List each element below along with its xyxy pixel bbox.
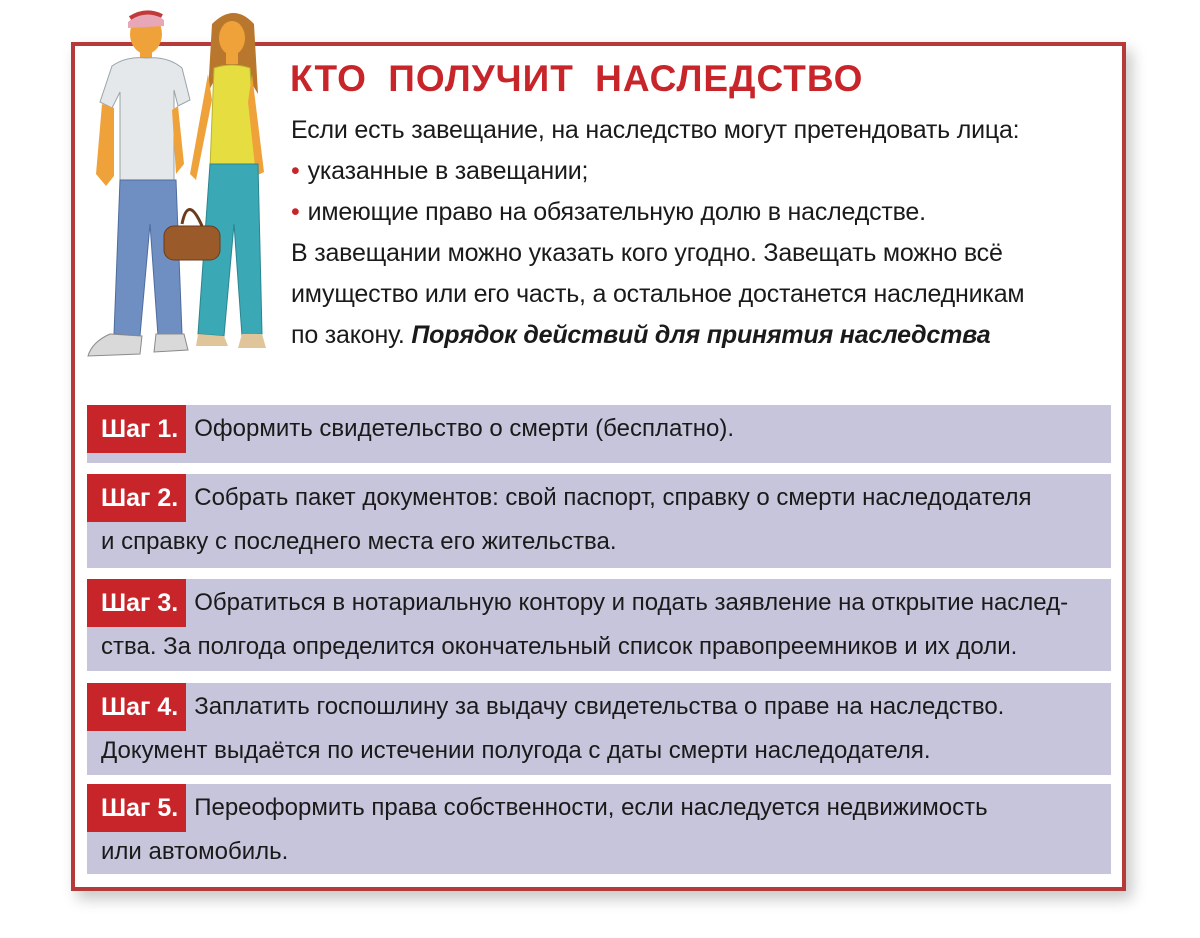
intro-line: по закону.: [291, 321, 405, 349]
intro-bullet-item: [291, 192, 926, 233]
bullet-text: имеющие право на обязательную долю в наследстве.: [307, 198, 926, 226]
step-text: Обратиться в нотариальную контору и подать заявление на открытие наслед-: [194, 589, 1069, 616]
bullet-text: указанные в завещании;: [307, 157, 589, 185]
step-label: Шаг 4.: [87, 683, 186, 731]
man-figure: [88, 12, 190, 356]
intro-line: В завещании можно указать кого угодно. Завещать можно всё: [291, 239, 1003, 267]
intro-line: имущество или его часть, а остальное достанется наследникам: [291, 280, 1025, 308]
young-couple-illustration: [78, 4, 268, 360]
step-label: Шаг 2.: [87, 474, 186, 522]
step-label: Шаг 1.: [87, 405, 186, 453]
step-text: Собрать пакет документов: свой паспорт, справку о смерти наследодателя: [194, 484, 1032, 511]
step-4: [87, 683, 1111, 775]
step-text: Переоформить права собственности, если наследуется недвижимость: [194, 794, 988, 821]
step-label: Шаг 3.: [87, 579, 186, 627]
step-text-continued: или автомобиль.: [101, 838, 289, 865]
page-title: КТО ПОЛУЧИТ НАСЛЕДСТВО: [290, 58, 864, 99]
step-text-continued: и справку с последнего места его жительства.: [101, 528, 617, 555]
step-3: [87, 579, 1111, 671]
order-heading: Порядок действий для принятия наследства: [411, 321, 991, 349]
step-2: [87, 474, 1111, 568]
step-5: [87, 784, 1111, 874]
step-text: Заплатить госпошлину за выдачу свидетельства о праве на наследство.: [194, 693, 1005, 720]
intro-text: [291, 110, 1111, 356]
bullet-icon: •: [291, 157, 300, 185]
intro-line: Если есть завещание, на наследство могут претендовать лица:: [291, 116, 1020, 144]
intro-bullet-item: [291, 151, 588, 192]
step-text: Оформить свидетельство о смерти (бесплатно).: [194, 415, 735, 442]
step-label: Шаг 5.: [87, 784, 186, 832]
step-text-continued: ства. За полгода определится окончательный список правопреемников и их доли.: [101, 633, 1018, 660]
bullet-icon: •: [291, 198, 300, 226]
step-text-continued: Документ выдаётся по истечении полугода с даты смерти наследодателя.: [101, 737, 931, 764]
step-1: [87, 405, 1111, 463]
